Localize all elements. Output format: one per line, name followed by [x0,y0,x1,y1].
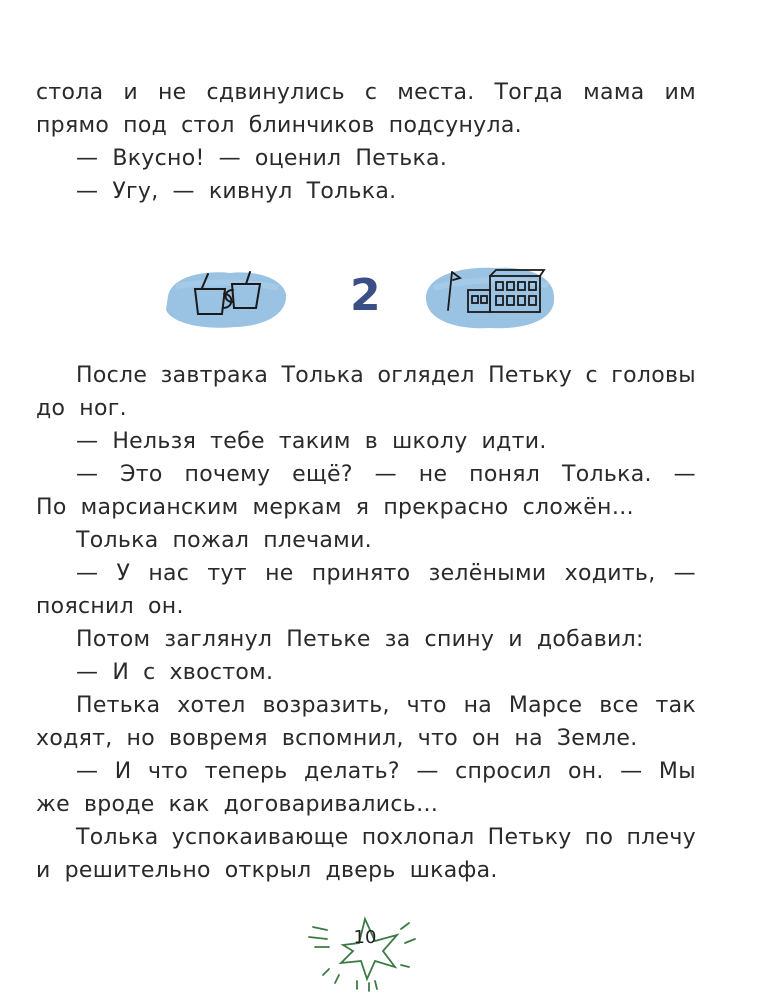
text-line: — И с хвостом. [76,660,274,685]
text-line: Толька пожал плечами. [76,528,372,553]
two-cups-icon [160,264,290,334]
text-line: По марсианским меркам я прекрасно сложён… [36,495,635,520]
text-line: — Вкусно! — оценил Петька. [76,146,448,171]
text-line: После завтрака Толька оглядел Петьку с головы [76,363,696,388]
text-line: до ног. [36,396,127,421]
text-line: Петька хотел возразить, что на Марсе все так [76,693,696,718]
text-line: пояснил он. [36,594,184,619]
text-line: — Угу, — кивнул Толька. [76,179,397,204]
text-line: — И что теперь делать? — спросил он. — Мы [76,759,696,784]
text-block-top [36,76,696,208]
text-line: — У нас тут не принято зелёными ходить, — [76,561,696,586]
text-line: Потом заглянул Петьке за спину и добавил: [76,627,644,652]
text-line: ходят, но вовремя вспомнил, что он на Земле. [36,726,638,751]
text-line: — Это почему ещё? — не понял Толька. — [76,462,696,487]
text-line: — Нельзя тебе таким в школу идти. [76,429,547,454]
page-number: 10 [353,927,377,948]
text-line: прямо под стол блинчиков подсунула. [36,113,522,138]
text-block-bottom [36,359,696,887]
school-building-icon [420,258,560,338]
star-badge-icon [305,905,425,1000]
chapter-number: 2 [350,270,381,321]
text-line: стола и не сдвинулись с места. Тогда мама им [36,80,696,105]
text-line: же вроде как договаривались… [36,792,439,817]
text-line: Толька успокаивающе похлопал Петьку по плечу [76,825,696,850]
chapter-heading [160,258,560,348]
text-line: и решительно открыл дверь шкафа. [36,858,498,883]
